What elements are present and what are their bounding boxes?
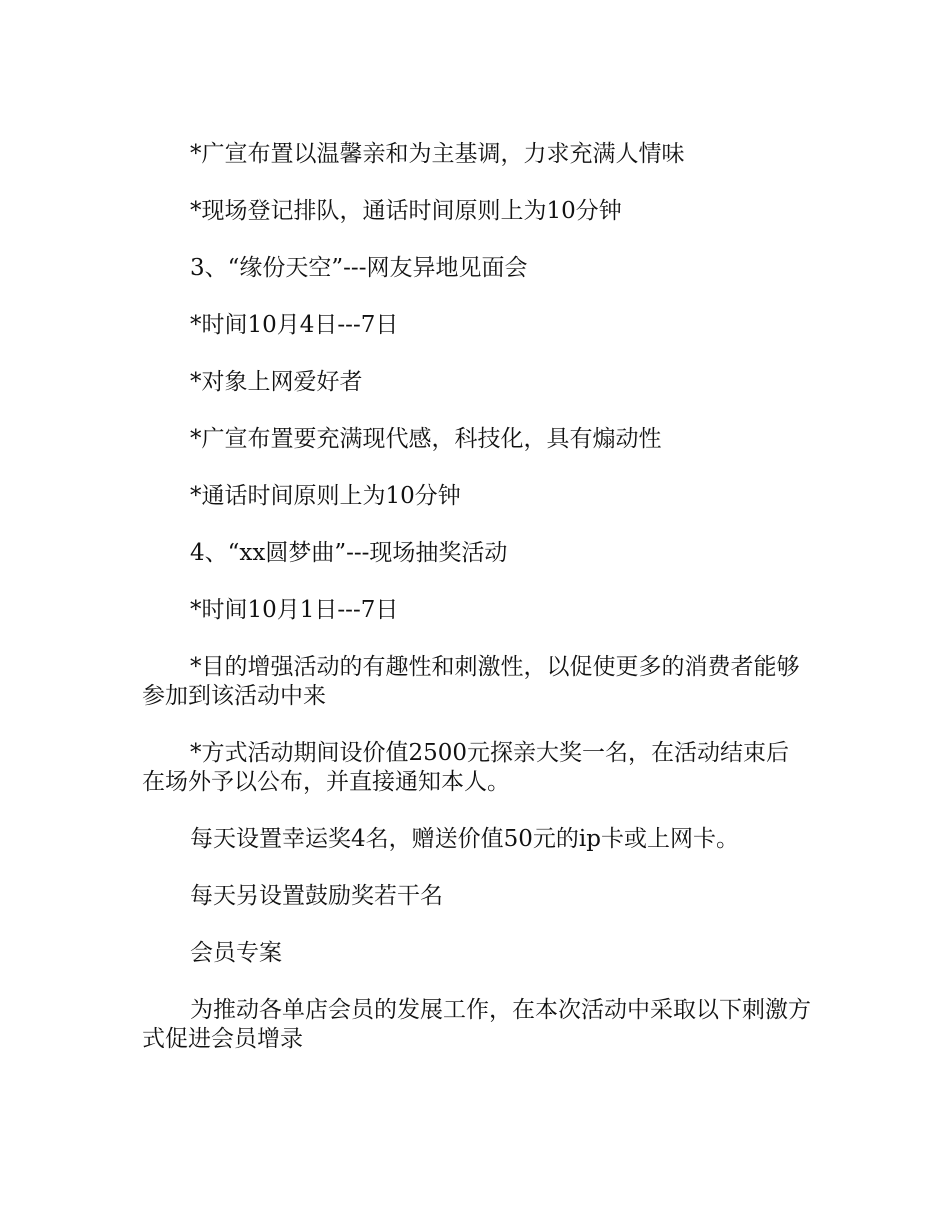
paragraph: *广宣布置以温馨亲和为主基调，力求充满人情味 <box>190 141 685 167</box>
paragraph: *目的增强活动的有趣性和刺激性，以促使更多的消费者能够参加到该活动中来 <box>142 654 800 709</box>
document-body <box>142 140 812 1082</box>
paragraph: *通话时间原则上为10分钟 <box>190 483 461 509</box>
paragraph: 每天另设置鼓励奖若干名 <box>190 883 443 909</box>
section-heading: 4、“xx圆梦曲”---现场抽奖活动 <box>190 540 508 566</box>
paragraph: *对象上网爱好者 <box>190 369 363 395</box>
paragraph: 为推动各单店会员的发展工作，在本次活动中采取以下刺激方式促进会员增录 <box>142 997 811 1052</box>
section-heading: 会员专案 <box>190 940 282 966</box>
section-heading: 3、“缘份天空”---网友异地见面会 <box>190 255 528 281</box>
paragraph: *方式活动期间设价值2500元探亲大奖一名，在活动结束后在场外予以公布，并直接通知本人。 <box>142 740 790 795</box>
paragraph: *广宣布置要充满现代感，科技化，具有煽动性 <box>190 426 662 452</box>
paragraph: *时间10月1日---7日 <box>190 597 399 623</box>
paragraph: *现场登记排队，通话时间原则上为10分钟 <box>190 198 622 224</box>
paragraph: 每天设置幸运奖4名，赠送价值50元的ip卡或上网卡。 <box>190 826 739 852</box>
paragraph: *时间10月4日---7日 <box>190 312 399 338</box>
